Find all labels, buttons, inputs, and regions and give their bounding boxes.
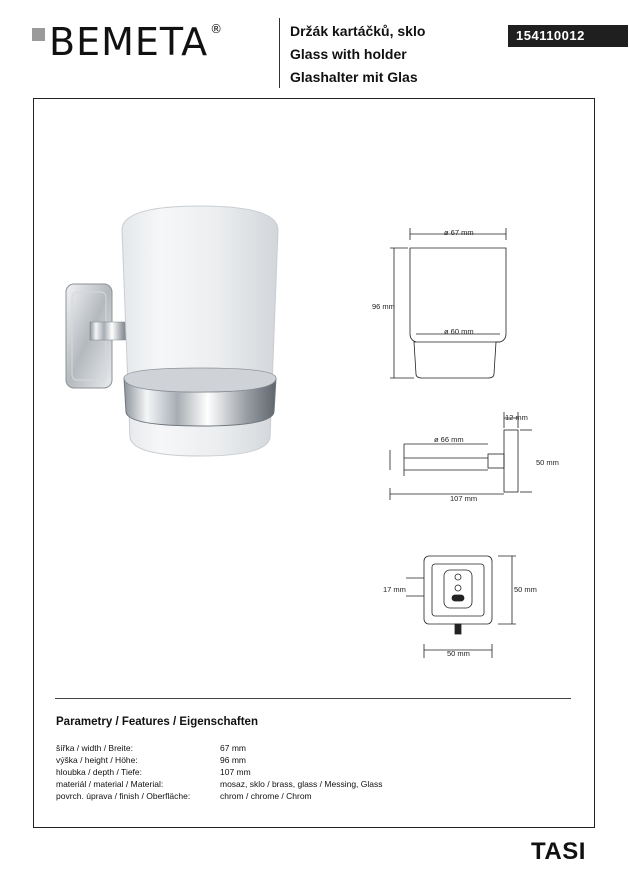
feature-value: 96 mm	[220, 755, 246, 765]
holder-arm	[90, 322, 130, 340]
dim-side-glass: ø 66 mm	[434, 435, 464, 444]
dim-back-offset: 17 mm	[383, 585, 406, 594]
dim-front-top: ø 67 mm	[444, 228, 474, 237]
features-separator	[55, 698, 571, 699]
logo-square-mark	[32, 28, 45, 41]
header-divider	[279, 18, 280, 88]
feature-label: materiál / material / Material:	[56, 779, 164, 789]
feature-row	[56, 766, 383, 778]
brand-logo	[32, 20, 222, 64]
feature-value: 107 mm	[220, 767, 251, 777]
series-name: TASI	[531, 838, 586, 865]
feature-label: povrch. úprava / finish / Oberfläche:	[56, 791, 191, 801]
dim-back-width: 50 mm	[447, 649, 470, 658]
feature-row	[56, 778, 383, 790]
features-title: Parametry / Features / Eigenschaften	[56, 716, 258, 728]
feature-row	[56, 754, 383, 766]
front-view-drawing	[380, 222, 520, 384]
feature-value: mosaz, sklo / brass, glass / Messing, Glass	[220, 779, 383, 789]
product-code: 154110012	[508, 25, 628, 47]
feature-label: šířka / width / Breite:	[56, 743, 133, 753]
title-cz: Držák kartáčků, sklo	[290, 23, 426, 39]
product-titles	[290, 20, 425, 89]
dim-front-bottom: ø 60 mm	[444, 327, 474, 336]
dim-side-depth: 107 mm	[450, 494, 478, 503]
feature-row	[56, 742, 383, 754]
feature-label: hloubka / depth / Tiefe:	[56, 767, 143, 777]
features-table	[56, 742, 383, 802]
feature-row	[56, 790, 383, 802]
title-de: Glashalter mit Glas	[290, 69, 418, 85]
dim-side-height: 50 mm	[536, 458, 559, 467]
brand-name: BEMETA	[49, 20, 209, 64]
feature-value: chrom / chrome / Chrom	[220, 791, 312, 801]
title-en: Glass with holder	[290, 46, 407, 62]
feature-label: výška / height / Höhe:	[56, 755, 138, 765]
dim-front-height: 96 mm	[372, 302, 395, 311]
dim-side-wall: 12 mm	[505, 413, 528, 422]
product-photo	[60, 200, 300, 480]
dim-back-height: 50 mm	[514, 585, 537, 594]
feature-value: 67 mm	[220, 743, 246, 753]
registered-mark: ®	[210, 22, 223, 36]
